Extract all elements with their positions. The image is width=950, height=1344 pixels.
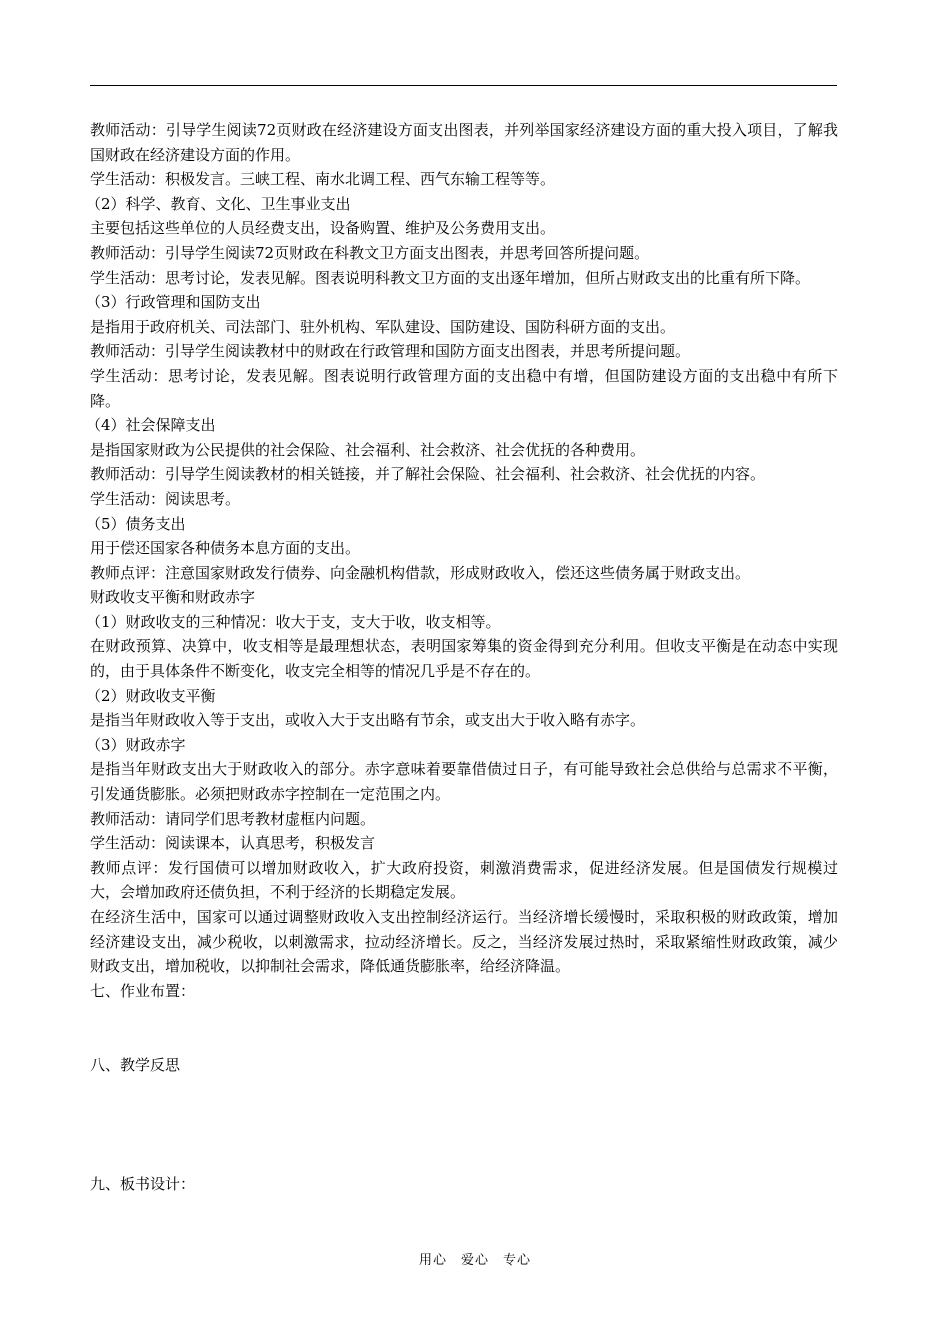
document-body — [86, 118, 838, 1197]
subheading-science-education: （2）科学、教育、文化、卫生事业支出 — [86, 194, 351, 213]
paragraph-fiscal-deficit-desc: 是指当年财政支出大于财政收入的部分。赤字意味着要靠借债过日子，有可能导致社会总供给与总需求不平衡，引发通货膨胀。必须把财政赤字控制在一定范围之内。 — [90, 760, 838, 804]
blank-space — [90, 1078, 838, 1172]
paragraph-student-activity-2: 学生活动：思考讨论，发表见解。图表说明科教文卫方面的支出逐年增加，但所占财政支出的比重有所下降。 — [90, 268, 811, 287]
section-homework: 七、作业布置： — [90, 981, 196, 1000]
paragraph-teacher-comment-1: 教师点评：注意国家财政发行债券、向金融机构借款，形成财政收入，偿还这些债务属于财政支出。 — [90, 563, 751, 582]
paragraph-student-activity-3: 学生活动：思考讨论，发表见解。图表说明行政管理方面的支出稳中有增，但国防建设方面的支出稳中有所下降。 — [90, 366, 838, 410]
section-board-design: 九、板书设计： — [90, 1174, 196, 1193]
paragraph-economic-regulation: 在经济生活中，国家可以通过调整财政收入支出控制经济运行。当经济增长缓慢时，采取积极的财政政策，增加经济建设支出，减少税收，以刺激需求，拉动经济增长。反之，当经济发展过热时，采取紧缩性财政政策，减少财政支出，增加税收，以抑制社会需求，降低通货膨胀率，给经济降温。 — [90, 908, 838, 976]
paragraph-teacher-activity-5: 教师活动：请同学们思考教材虚框内问题。 — [90, 809, 376, 828]
paragraph-student-activity-4: 学生活动：阅读思考。 — [90, 489, 241, 508]
paragraph-balance-and-deficit: 财政收支平衡和财政赤字 — [90, 588, 256, 607]
subheading-social-security: （4）社会保障支出 — [86, 416, 216, 435]
paragraph-teacher-activity-2: 教师活动：引导学生阅读72页财政在科教文卫方面支出图表，并思考回答所提问题。 — [90, 243, 650, 262]
subheading-administration-defense: （3）行政管理和国防支出 — [86, 293, 261, 312]
paragraph-teacher-activity-1: 教师活动：引导学生阅读72页财政在经济建设方面支出图表，并列举国家经济建设方面的重大投入项目，了解我国财政在经济建设方面的作用。 — [90, 121, 838, 164]
section-reflection: 八、教学反思 — [90, 1056, 181, 1075]
paragraph-teacher-activity-4: 教师活动：引导学生阅读教材的相关链接，并了解社会保险、社会福利、社会救济、社会优抚的内容。 — [90, 465, 766, 484]
paragraph-student-activity-5: 学生活动：阅读课本，认真思考，积极发言 — [90, 834, 376, 853]
subheading-fiscal-balance: （2）财政收支平衡 — [86, 686, 216, 705]
header-rule — [90, 85, 837, 86]
paragraph-administration-desc: 是指用于政府机关、司法部门、驻外机构、军队建设、国防建设、国防科研方面的支出。 — [90, 317, 676, 336]
subheading-fiscal-deficit: （3）财政赤字 — [86, 735, 186, 754]
paragraph-science-education-desc: 主要包括这些单位的人员经费支出，设备购置、维护及公务费用支出。 — [90, 219, 556, 238]
paragraph-teacher-comment-2: 教师点评：发行国债可以增加财政收入，扩大政府投资，刺激消费需求，促进经济发展。但是国债发行规模过大，会增加政府还债负担，不利于经济的长期稳定发展。 — [90, 858, 838, 902]
paragraph-budget-desc: 在财政预算、决算中，收支相等是最理想状态，表明国家筹集的资金得到充分利用。但收支平衡是在动态中实现的，由于具体条件不断变化，收支完全相等的情况几乎是不存在的。 — [90, 637, 838, 681]
subheading-three-situations: （1）财政收支的三种情况：收大于支，支大于收，收支相等。 — [86, 612, 501, 631]
subheading-debt-expenditure: （5）债务支出 — [86, 514, 186, 533]
paragraph-teacher-activity-3: 教师活动：引导学生阅读教材中的财政在行政管理和国防方面支出图表，并思考所提问题。 — [90, 342, 691, 361]
page-footer: 用心 爱心 专心 — [418, 1253, 531, 1268]
paragraph-debt-desc: 用于偿还国家各种债务本息方面的支出。 — [90, 539, 361, 558]
paragraph-social-security-desc: 是指国家财政为公民提供的社会保险、社会福利、社会救济、社会优抚的各种费用。 — [90, 440, 646, 459]
paragraph-fiscal-balance-desc: 是指当年财政收入等于支出，或收入大于支出略有节余，或支出大于收入略有赤字。 — [90, 711, 646, 730]
blank-space — [90, 1003, 838, 1053]
paragraph-student-activity-1: 学生活动：积极发言。三峡工程、南水北调工程、西气东输工程等等。 — [90, 170, 556, 189]
